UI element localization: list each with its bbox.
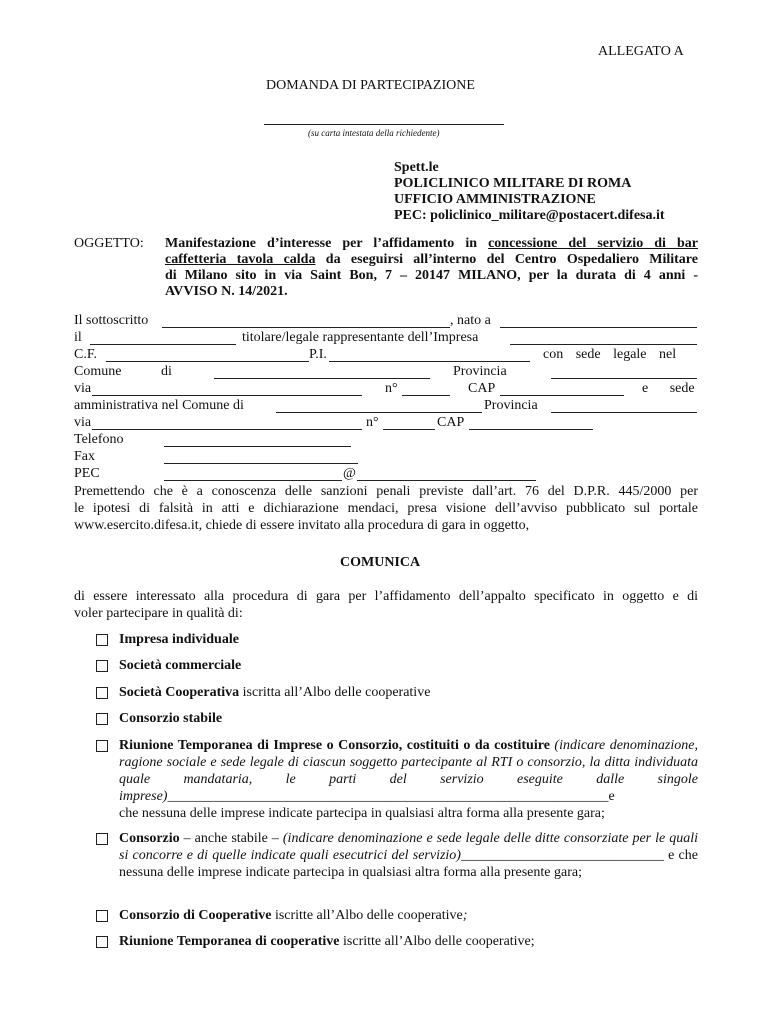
option-label-rest: e che nessuna delle imprese indicate partecipa in qualsiasi altra forma alla presente gara; — [119, 848, 698, 880]
paragraph-line: Premettendo che è a conoscenza delle sanzioni penali previste dall’art. 76 del D.P.R. 445/2000 per — [74, 484, 698, 499]
subject-text — [165, 236, 698, 300]
checkbox[interactable] — [96, 910, 108, 922]
option-rti-cooperative[interactable] — [96, 933, 698, 950]
recipient-line: UFFICIO AMMINISTRAZIONE — [394, 192, 596, 207]
field-pi-line[interactable] — [329, 361, 530, 362]
label-via-2: via — [74, 415, 92, 430]
recipient-block — [394, 160, 665, 224]
checkbox[interactable] — [96, 687, 108, 699]
paragraph-line: le ipotesi di falsità in atti e dichiarazione mendaci, presa visione dell’avviso pubblicato sul portale — [74, 501, 698, 516]
option-label — [119, 830, 698, 881]
label-sottoscritto: Il sottoscritto — [74, 313, 149, 328]
field-civic-line[interactable] — [402, 395, 450, 396]
checkbox[interactable] — [96, 713, 108, 725]
label-n: n° — [385, 381, 398, 396]
field-admin-cap-line[interactable] — [469, 429, 593, 430]
option-consorzio[interactable] — [96, 830, 698, 881]
option-label-rest: – anche stabile – — [179, 831, 283, 846]
field-pec-user-line[interactable] — [164, 480, 342, 481]
label-telefono: Telefono — [74, 432, 124, 447]
field-provincia-line[interactable] — [551, 378, 697, 379]
field-cap-line[interactable] — [500, 395, 624, 396]
subject-part: da eseguirsi all’interno del Centro Ospedaliero Militare — [315, 252, 698, 267]
field-admin-via-line[interactable] — [92, 429, 362, 430]
recipient-pec: PEC: policlinico_militare@postacert.difesa.it — [394, 208, 665, 223]
label-titolare: titolare/legale rappresentante dell’Impresa — [242, 330, 479, 345]
option-label — [119, 933, 698, 950]
field-admin-comune-line[interactable] — [276, 412, 482, 413]
document-title: DOMANDA DI PARTECIPAZIONE — [266, 78, 475, 93]
field-telefono-line[interactable] — [164, 446, 351, 447]
option-label-rest: iscritte all’Albo delle cooperative — [271, 908, 463, 923]
option-societa-commerciale[interactable] — [96, 657, 698, 674]
label-cap-2: CAP — [437, 415, 465, 430]
subject-part: caffetteria tavola calda — [165, 252, 316, 267]
comunica-title: COMUNICA — [340, 555, 421, 570]
label-di: di — [161, 364, 172, 379]
label-il: il — [74, 330, 82, 345]
option-label: Società commerciale — [119, 658, 242, 673]
field-cf-line[interactable] — [106, 361, 309, 362]
field-pec-domain-line[interactable] — [357, 480, 536, 481]
option-impresa-individuale[interactable] — [96, 631, 698, 648]
label-e-sede: e sede — [642, 381, 695, 396]
field-birthplace-line[interactable] — [500, 327, 697, 328]
option-label-bold: Consorzio di Cooperative — [119, 908, 272, 923]
label-cap: CAP — [468, 381, 496, 396]
option-consorzio-cooperative[interactable] — [96, 907, 698, 924]
field-company-line[interactable] — [510, 344, 697, 345]
label-cf: C.F. — [74, 347, 98, 362]
subject-label: OGGETTO: — [74, 236, 144, 251]
paragraph-line: di essere interessato alla procedura di gara per l’affidamento dell’appalto specificato in oggetto e di — [74, 589, 698, 604]
field-via-line[interactable] — [92, 395, 362, 396]
label-via: via — [74, 381, 92, 396]
label-con-sede: con sede legale nel — [543, 347, 677, 362]
paragraph-line: www.esercito.difesa.it, chiede di essere invitato alla procedura di gara in oggetto, — [74, 518, 530, 533]
subject-part: Manifestazione d’interesse per l’affidamento in — [165, 236, 489, 251]
field-name-line[interactable] — [162, 327, 450, 328]
option-label-italic: (indicare denominazione, ragione sociale e sede legale di ciascun soggetto partecipante al RTI o consorzio, la ditta individuata quale mandataria, le parti del servizio eseguite dalle singole imprese) — [119, 738, 698, 804]
option-label-bold: Consorzio — [119, 831, 180, 846]
field-comune-line[interactable] — [214, 378, 430, 379]
option-label — [119, 684, 698, 701]
label-fax: Fax — [74, 449, 95, 464]
recipient-line: POLICLINICO MILITARE DI ROMA — [394, 176, 632, 191]
option-label — [119, 907, 698, 924]
option-label-bold: Riunione Temporanea di cooperative — [119, 934, 340, 949]
allegato-label: ALLEGATO A — [598, 44, 684, 59]
letterhead-note: (su carta intestata della richiedente) — [308, 128, 440, 138]
option-societa-cooperativa[interactable] — [96, 684, 698, 701]
option-fill-blank[interactable]: _______________________________________________________________ — [167, 789, 609, 804]
recipient-line: Spett.le — [394, 160, 439, 175]
option-fill-blank[interactable]: _____________________________ — [460, 848, 664, 863]
option-label: Impresa individuale — [119, 632, 239, 647]
option-label: Consorzio stabile — [119, 711, 223, 726]
comunica-paragraph — [74, 588, 698, 622]
premessa-paragraph — [74, 483, 698, 534]
subject-line: AVVISO N. 14/2021. — [165, 284, 288, 299]
field-fax-line[interactable] — [164, 463, 358, 464]
letterhead-line — [264, 124, 504, 125]
label-n-2: n° — [366, 415, 379, 430]
option-label-bold: Società Cooperativa — [119, 685, 240, 700]
field-birthdate-line[interactable] — [90, 344, 236, 345]
checkbox[interactable] — [96, 936, 108, 948]
option-label-rest: iscritte all’Albo delle cooperative; — [339, 934, 535, 949]
label-provincia: Provincia — [453, 364, 507, 379]
field-admin-civic-line[interactable] — [383, 429, 435, 430]
checkbox[interactable] — [96, 740, 108, 752]
checkbox[interactable] — [96, 660, 108, 672]
option-label-rest: iscritta all’Albo delle cooperative — [239, 685, 431, 700]
field-admin-provincia-line[interactable] — [551, 412, 697, 413]
option-label-rest: che nessuna delle imprese indicate partecipa in qualsiasi altra forma alla presente gara; — [119, 806, 605, 821]
option-label-rest: ; — [462, 908, 468, 923]
paragraph-line: voler partecipare in qualità di: — [74, 606, 243, 621]
option-consorzio-stabile[interactable] — [96, 710, 698, 727]
label-at: @ — [343, 466, 356, 481]
checkbox[interactable] — [96, 634, 108, 646]
label-nato-a: , nato a — [450, 313, 491, 328]
option-label-rest: e — [608, 789, 615, 804]
option-label — [119, 737, 698, 822]
label-provincia-2: Provincia — [484, 398, 538, 413]
label-pec: PEC — [74, 466, 100, 481]
subject-part: concessione del servizio di bar — [488, 236, 698, 251]
label-amministrativa: amministrativa nel Comune di — [74, 398, 244, 413]
option-rti-consorzio[interactable] — [96, 737, 698, 822]
option-label-bold: Riunione Temporanea di Imprese o Consorzio, costituiti o da costituire — [119, 738, 550, 753]
checkbox[interactable] — [96, 833, 108, 845]
option-label-italic: (indicare denominazione e sede legale delle ditte consorziate per le quali si concorre e di quelle indicate quali esecutrici del servizio) — [119, 831, 699, 863]
subject-line: di Milano sito in via Saint Bon, 7 – 20147 MILANO, per la durata di 4 anni - — [165, 268, 698, 283]
label-comune: Comune — [74, 364, 122, 379]
label-pi: P.I. — [309, 347, 327, 362]
